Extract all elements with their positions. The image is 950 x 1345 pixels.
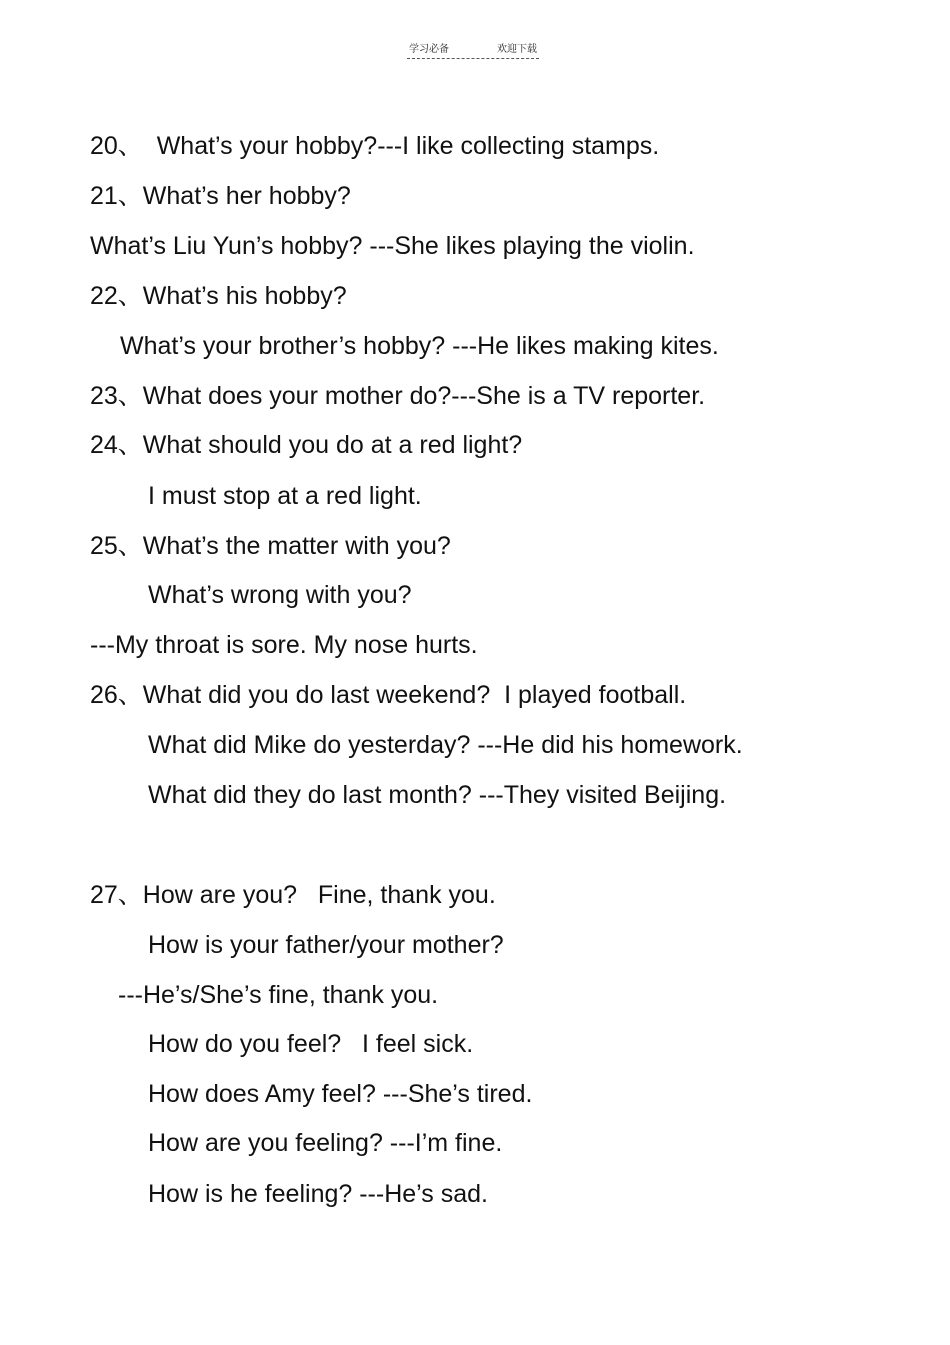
line-25-b: What’s wrong with you?	[148, 581, 412, 609]
line-27: 27、How are you? Fine, thank you.	[90, 881, 496, 909]
header-right-text: 欢迎下载	[497, 44, 537, 55]
line-25-c: ---My throat is sore. My nose hurts.	[90, 631, 478, 659]
line-24-b: I must stop at a red light.	[148, 482, 422, 510]
line-27-f: How are you feeling? ---I’m fine.	[148, 1129, 503, 1157]
line-27-d: How do you feel? I feel sick.	[148, 1030, 474, 1058]
line-26-b: What did Mike do yesterday? ---He did his homework.	[148, 731, 743, 759]
line-27-c: ---He’s/She’s fine, thank you.	[118, 981, 439, 1009]
line-25: 25、What’s the matter with you?	[90, 532, 451, 560]
line-21-b: What’s Liu Yun’s hobby? ---She likes playing the violin.	[90, 232, 695, 260]
line-27-b: How is your father/your mother?	[148, 931, 504, 959]
line-23: 23、What does your mother do?---She is a TV reporter.	[90, 382, 706, 410]
header-left-text: 学习必备	[409, 44, 449, 55]
line-27-g: How is he feeling? ---He’s sad.	[148, 1180, 488, 1208]
line-24: 24、What should you do at a red light?	[90, 431, 523, 459]
line-21: 21、What’s her hobby?	[90, 182, 351, 210]
line-26-c: What did they do last month? ---They visited Beijing.	[148, 781, 727, 809]
line-26: 26、What did you do last weekend? I played football.	[90, 681, 687, 709]
line-22-b: What’s your brother’s hobby? ---He likes making kites.	[120, 332, 719, 360]
line-20: 20、 What’s your hobby?---I like collecting stamps.	[90, 132, 660, 160]
line-22: 22、What’s his hobby?	[90, 282, 347, 310]
page-header	[407, 38, 539, 59]
line-27-e: How does Amy feel? ---She’s tired.	[148, 1080, 533, 1108]
